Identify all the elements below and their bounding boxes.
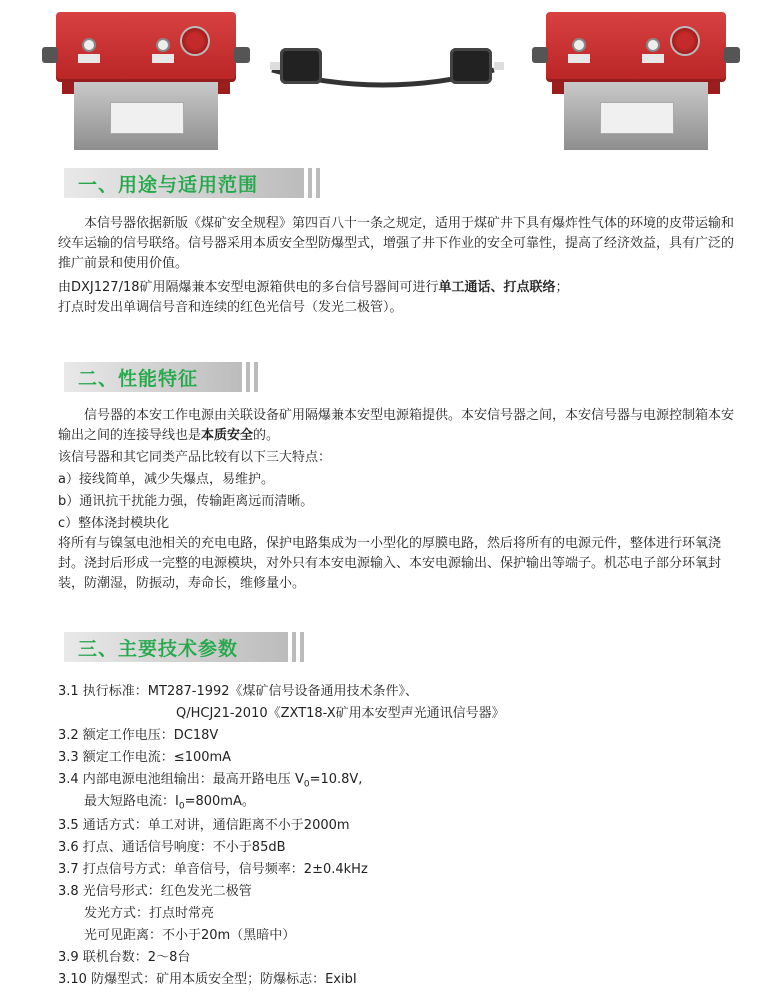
spec-3-4: 3.4 内部电源电池组输出：最高开路电压 $V_0=10.8V$, [58,772,363,790]
spec-3-3: 3.3 额定工作电流：≤100mA [58,750,232,765]
spec-3-8-distance: 光可见距离：不小于20m（黑暗中） [84,928,296,943]
features-paragraph-1: 信号器的本安工作电源由关联设备矿用隔爆兼本安型电源箱提供。本安信号器之间，本安信号器与电源控制箱本安输出之间的连接导线也是本质安全的。 [58,408,735,443]
features-paragraph-2: 该信号器和其它同类产品比较有以下三大特点： [58,450,332,465]
product-photo [0,0,766,160]
feature-b: b）通讯抗干扰能力强，传输距离远而清晰。 [58,494,314,509]
usage-paragraph-1: 本信号器依据新版《煤矿安全规程》第四百八十一条之规定，适用于煤矿井下具有爆炸性气体的环境的皮带运输和绞车运输的信号联络。信号器采用本质安全型防爆型式，增强了井下作业的安全可靠性，提高了经济效益，具有广泛的推广前景和使用价值。 [58,216,735,271]
plug-right [450,48,492,84]
section-title: 三、主要技术参数 [78,637,239,660]
feature-c: c）整体浇封模块化 [58,516,170,531]
signal-device-right [546,12,726,150]
section-title: 二、性能特征 [78,367,199,390]
section-header-specs [64,632,304,662]
section-header-features [64,362,258,392]
spec-3-9: 3.9 联机台数：2～8台 [58,950,191,965]
spec-3-1-cont: Q/HCJ21-2010《ZXT18-X矿用本安型声光通讯信号器》 [176,706,505,721]
spec-3-6: 3.6 打点、通话信号响度：不小于85dB [58,840,286,855]
section-title: 一、用途与适用范围 [78,173,259,196]
spec-3-8: 3.8 光信号形式：红色发光二极管 [58,884,252,899]
feature-a: a）接线简单，减少失爆点，易维护。 [58,472,274,487]
usage-paragraph-3: 打点时发出单调信号音和连续的红色光信号（发光二极管）。 [58,300,403,315]
features-paragraph-3: 将所有与镍氢电池相关的充电电路，保护电路集成为一小型化的厚膜电路，然后将所有的电源元件，整体进行环氧浇封。浇封后形成一完整的电源模块，对外只有本安电源输入、本安电源输出、保护输出等端子。机芯电子部分环氧封装，防潮湿，防振动，寿命长，维修量小。 [58,536,722,591]
section-header-usage [64,168,320,198]
spec-3-4-cont: 最大短路电流：$I_0=800mA$。 [84,794,255,812]
plug-left [280,48,322,84]
spec-3-5: 3.5 通话方式：单工对讲，通信距离不小于2000m [58,818,350,833]
spec-3-2: 3.2 额定工作电压：DC18V [58,728,219,743]
spec-3-8-mode: 发光方式：打点时常亮 [84,906,215,921]
signal-device-left [56,12,236,150]
usage-paragraph-2: 由DXJ127/18矿用隔爆兼本安型电源箱供电的多台信号器间可进行单工通话、打点联络； [58,280,569,295]
spec-3-1: 3.1 执行标准：MT287-1992《煤矿信号设备通用技术条件》、 [58,684,419,699]
spec-3-10: 3.10 防爆型式：矿用本质安全型；防爆标志：ExibI [58,972,357,987]
spec-3-7: 3.7 打点信号方式：单音信号，信号频率：2±0.4kHz [58,862,368,877]
